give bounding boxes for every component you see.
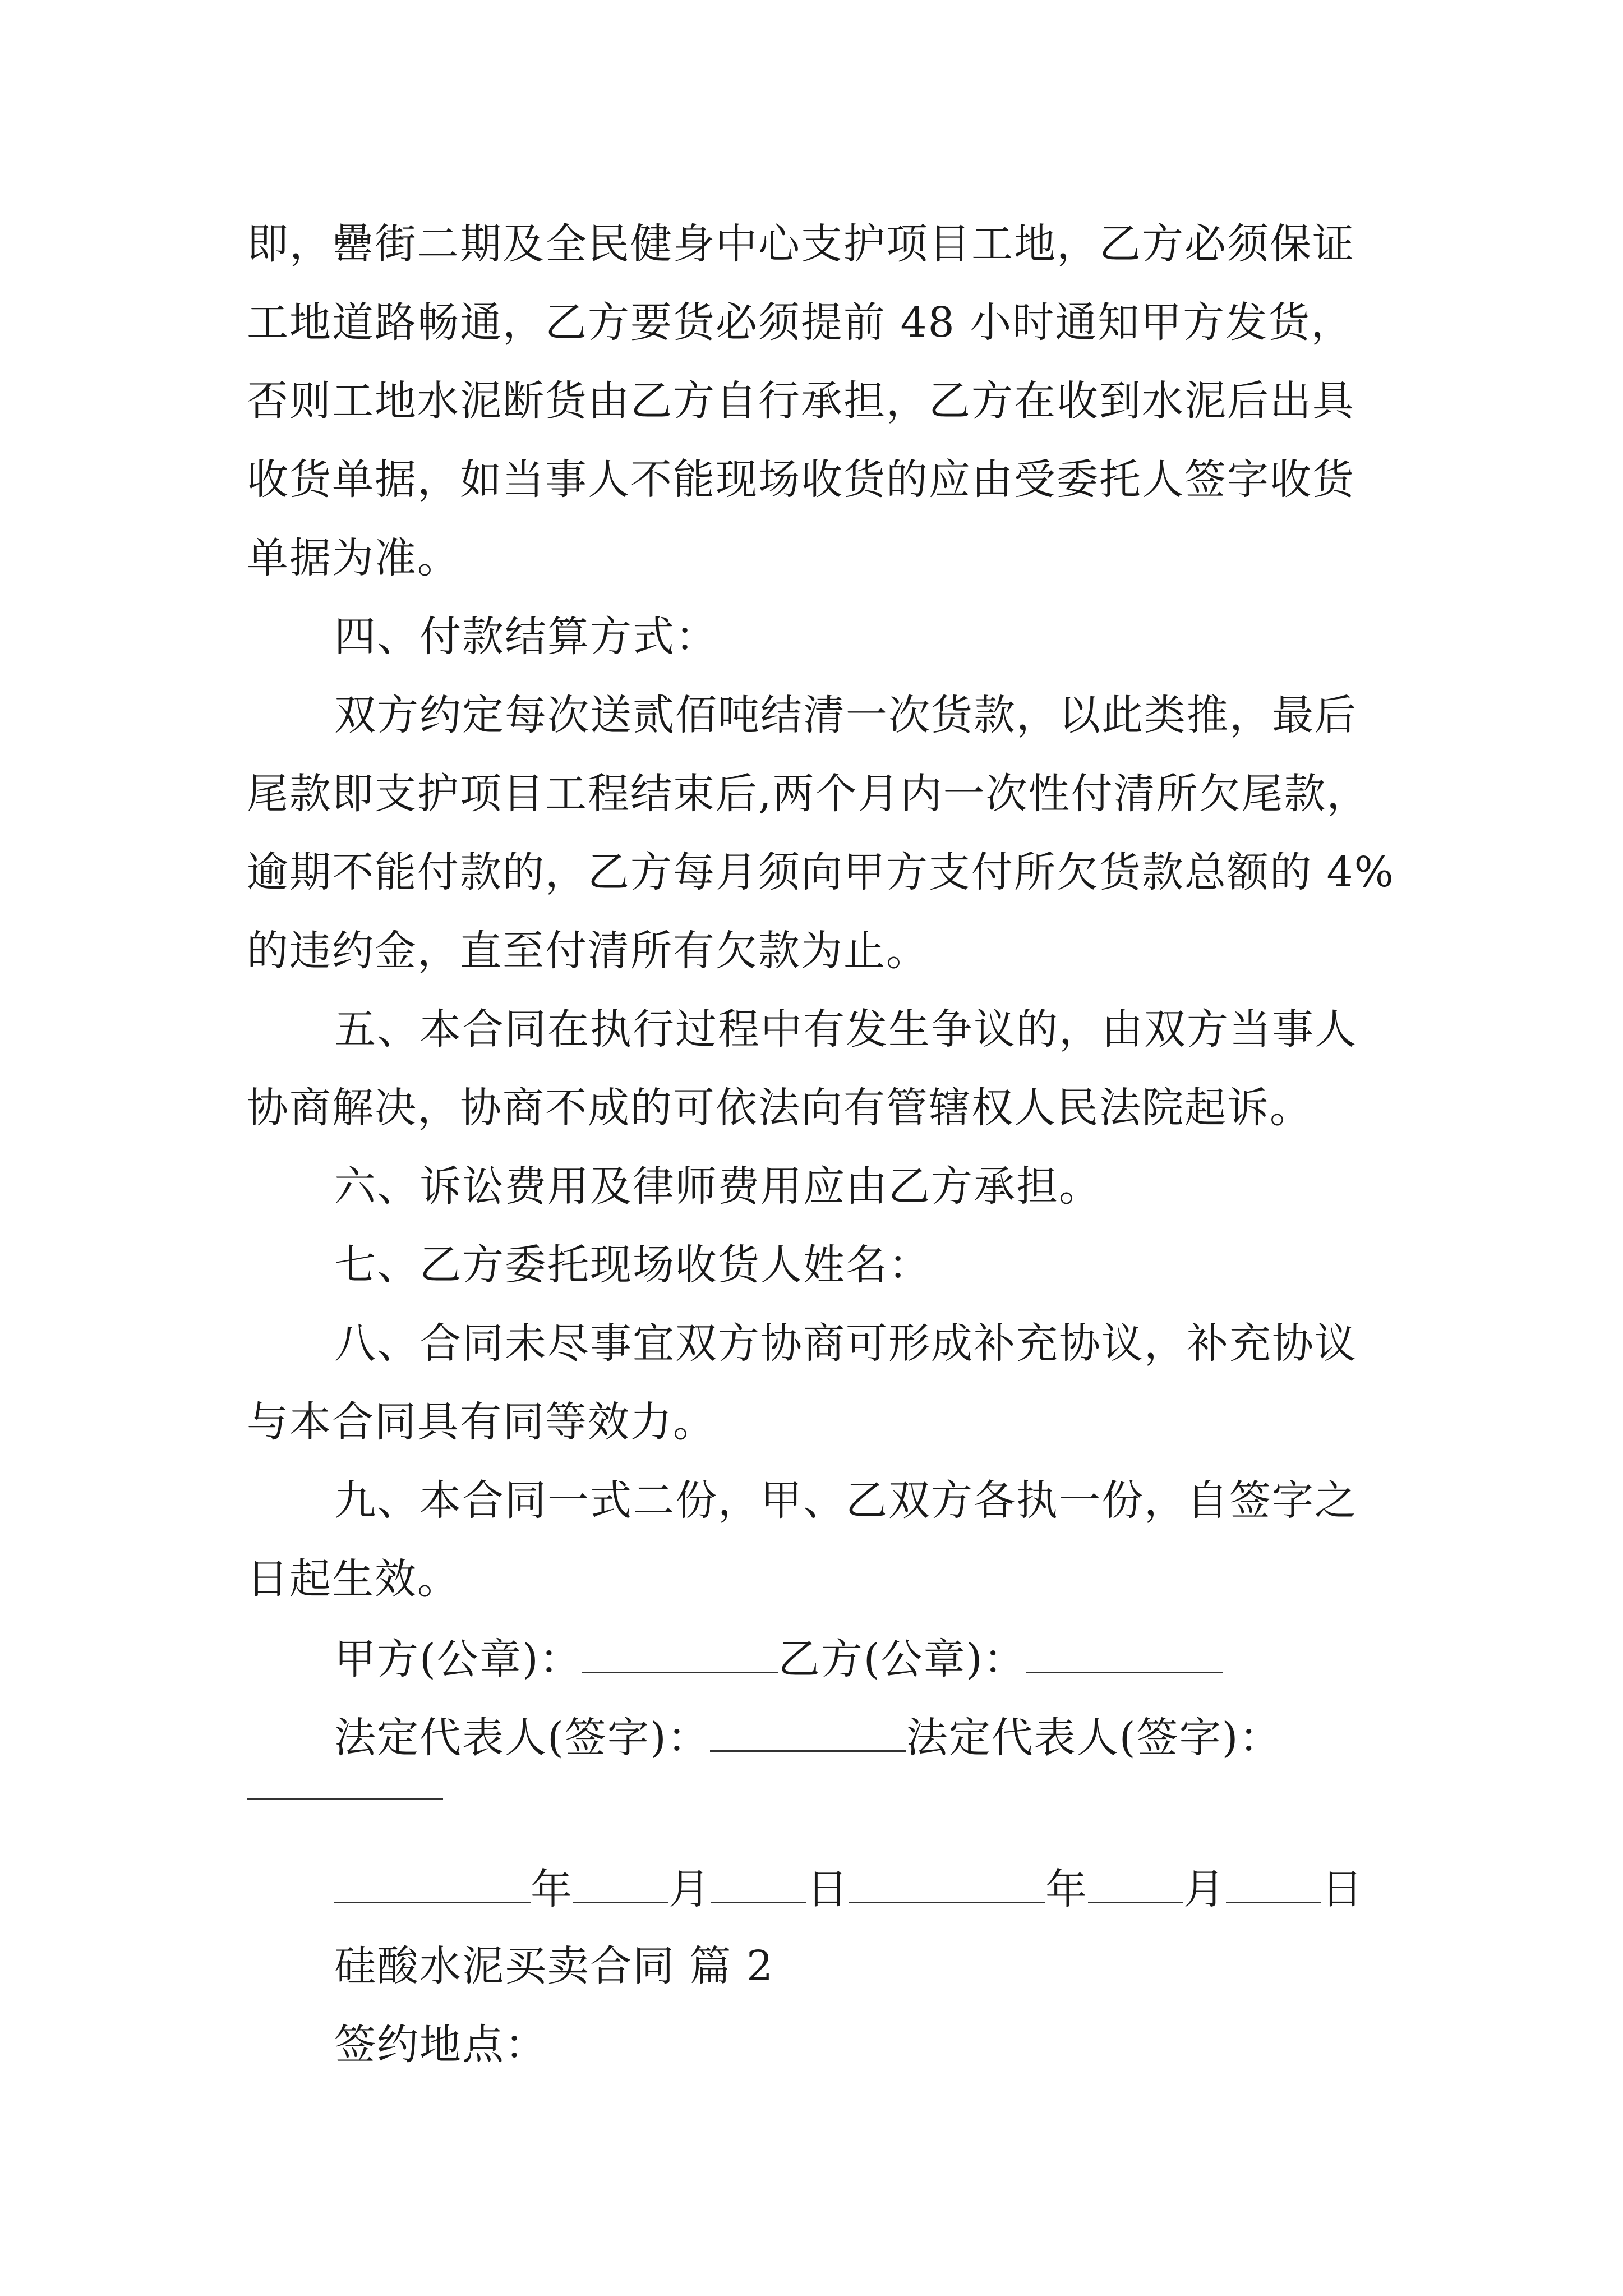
paragraph-line: 与本合同具有同等效力。 xyxy=(247,1398,716,1446)
party-b-seal-label: 乙方(公章)： xyxy=(778,1635,1026,1683)
paragraph-line: 六、诉讼费用及律师费用应由乙方承担。 xyxy=(334,1162,1101,1211)
paragraph-line: 九、本合同一式二份，甲、乙双方各执一份，自签字之 xyxy=(334,1476,1357,1525)
day-blank xyxy=(1226,1867,1321,1903)
paragraph-line: 单据为准。 xyxy=(247,534,460,582)
paragraph-line: 收货单据，如当事人不能现场收货的应由受委托人签字收货 xyxy=(247,455,1355,504)
month-label: 月 xyxy=(1183,1865,1226,1913)
section-heading: 四、付款结算方式： xyxy=(334,613,718,661)
year-blank xyxy=(334,1867,531,1903)
paragraph-line: 即，罍街二期及全民健身中心支护项目工地，乙方必须保证 xyxy=(247,220,1355,268)
sign-place-label: 签约地点： xyxy=(334,2021,547,2069)
paragraph-line: 五、本合同在执行过程中有发生争议的，由双方当事人 xyxy=(334,1005,1357,1053)
party-a-rep-label: 法定代表人(签字)： xyxy=(334,1714,710,1762)
year-blank xyxy=(849,1867,1045,1903)
paragraph-line: 日起生效。 xyxy=(247,1555,460,1603)
day-label: 日 xyxy=(806,1865,849,1913)
month-blank xyxy=(1088,1867,1183,1903)
year-label: 年 xyxy=(531,1865,573,1913)
section-title: 硅酸水泥买卖合同 篇 2 xyxy=(334,1942,774,1990)
day-blank xyxy=(711,1867,806,1903)
paragraph-line: 尾款即支护项目工程结束后,两个月内一次性付清所欠尾款， xyxy=(247,770,1370,818)
party-a-seal-label: 甲方(公章)： xyxy=(334,1635,582,1683)
paragraph-line: 七、乙方委托现场收货人姓名： xyxy=(334,1241,931,1289)
paragraph-line: 八、合同未尽事宜双方协商可形成补充协议，补充协议 xyxy=(334,1319,1357,1368)
signature-rep-row xyxy=(334,1714,1282,1762)
paragraph-line: 的违约金，直至付清所有欠款为止。 xyxy=(247,927,929,975)
party-b-rep-label: 法定代表人(签字)： xyxy=(906,1714,1282,1762)
signature-seal-row xyxy=(334,1635,1223,1683)
date-row xyxy=(334,1865,1364,1913)
party-a-seal-blank xyxy=(582,1637,778,1673)
paragraph-line: 协商解决，协商不成的可依法向有管辖权人民法院起诉。 xyxy=(247,1084,1312,1132)
month-label: 月 xyxy=(668,1865,711,1913)
paragraph-line: 工地道路畅通，乙方要货必须提前 48 小时通知甲方发货， xyxy=(247,298,1354,347)
paragraph-line: 否则工地水泥断货由乙方自行承担，乙方在收到水泥后出具 xyxy=(247,377,1355,425)
month-blank xyxy=(573,1867,668,1903)
party-b-rep-blank xyxy=(247,1798,443,1800)
paragraph-line: 双方约定每次送贰佰吨结清一次货款，以此类推，最后 xyxy=(334,691,1357,739)
year-label: 年 xyxy=(1045,1865,1088,1913)
paragraph-line: 逾期不能付款的，乙方每月须向甲方支付所欠货款总额的 4% xyxy=(247,848,1395,896)
party-a-rep-blank xyxy=(710,1715,906,1752)
party-b-seal-blank xyxy=(1026,1637,1223,1673)
day-label: 日 xyxy=(1321,1865,1364,1913)
